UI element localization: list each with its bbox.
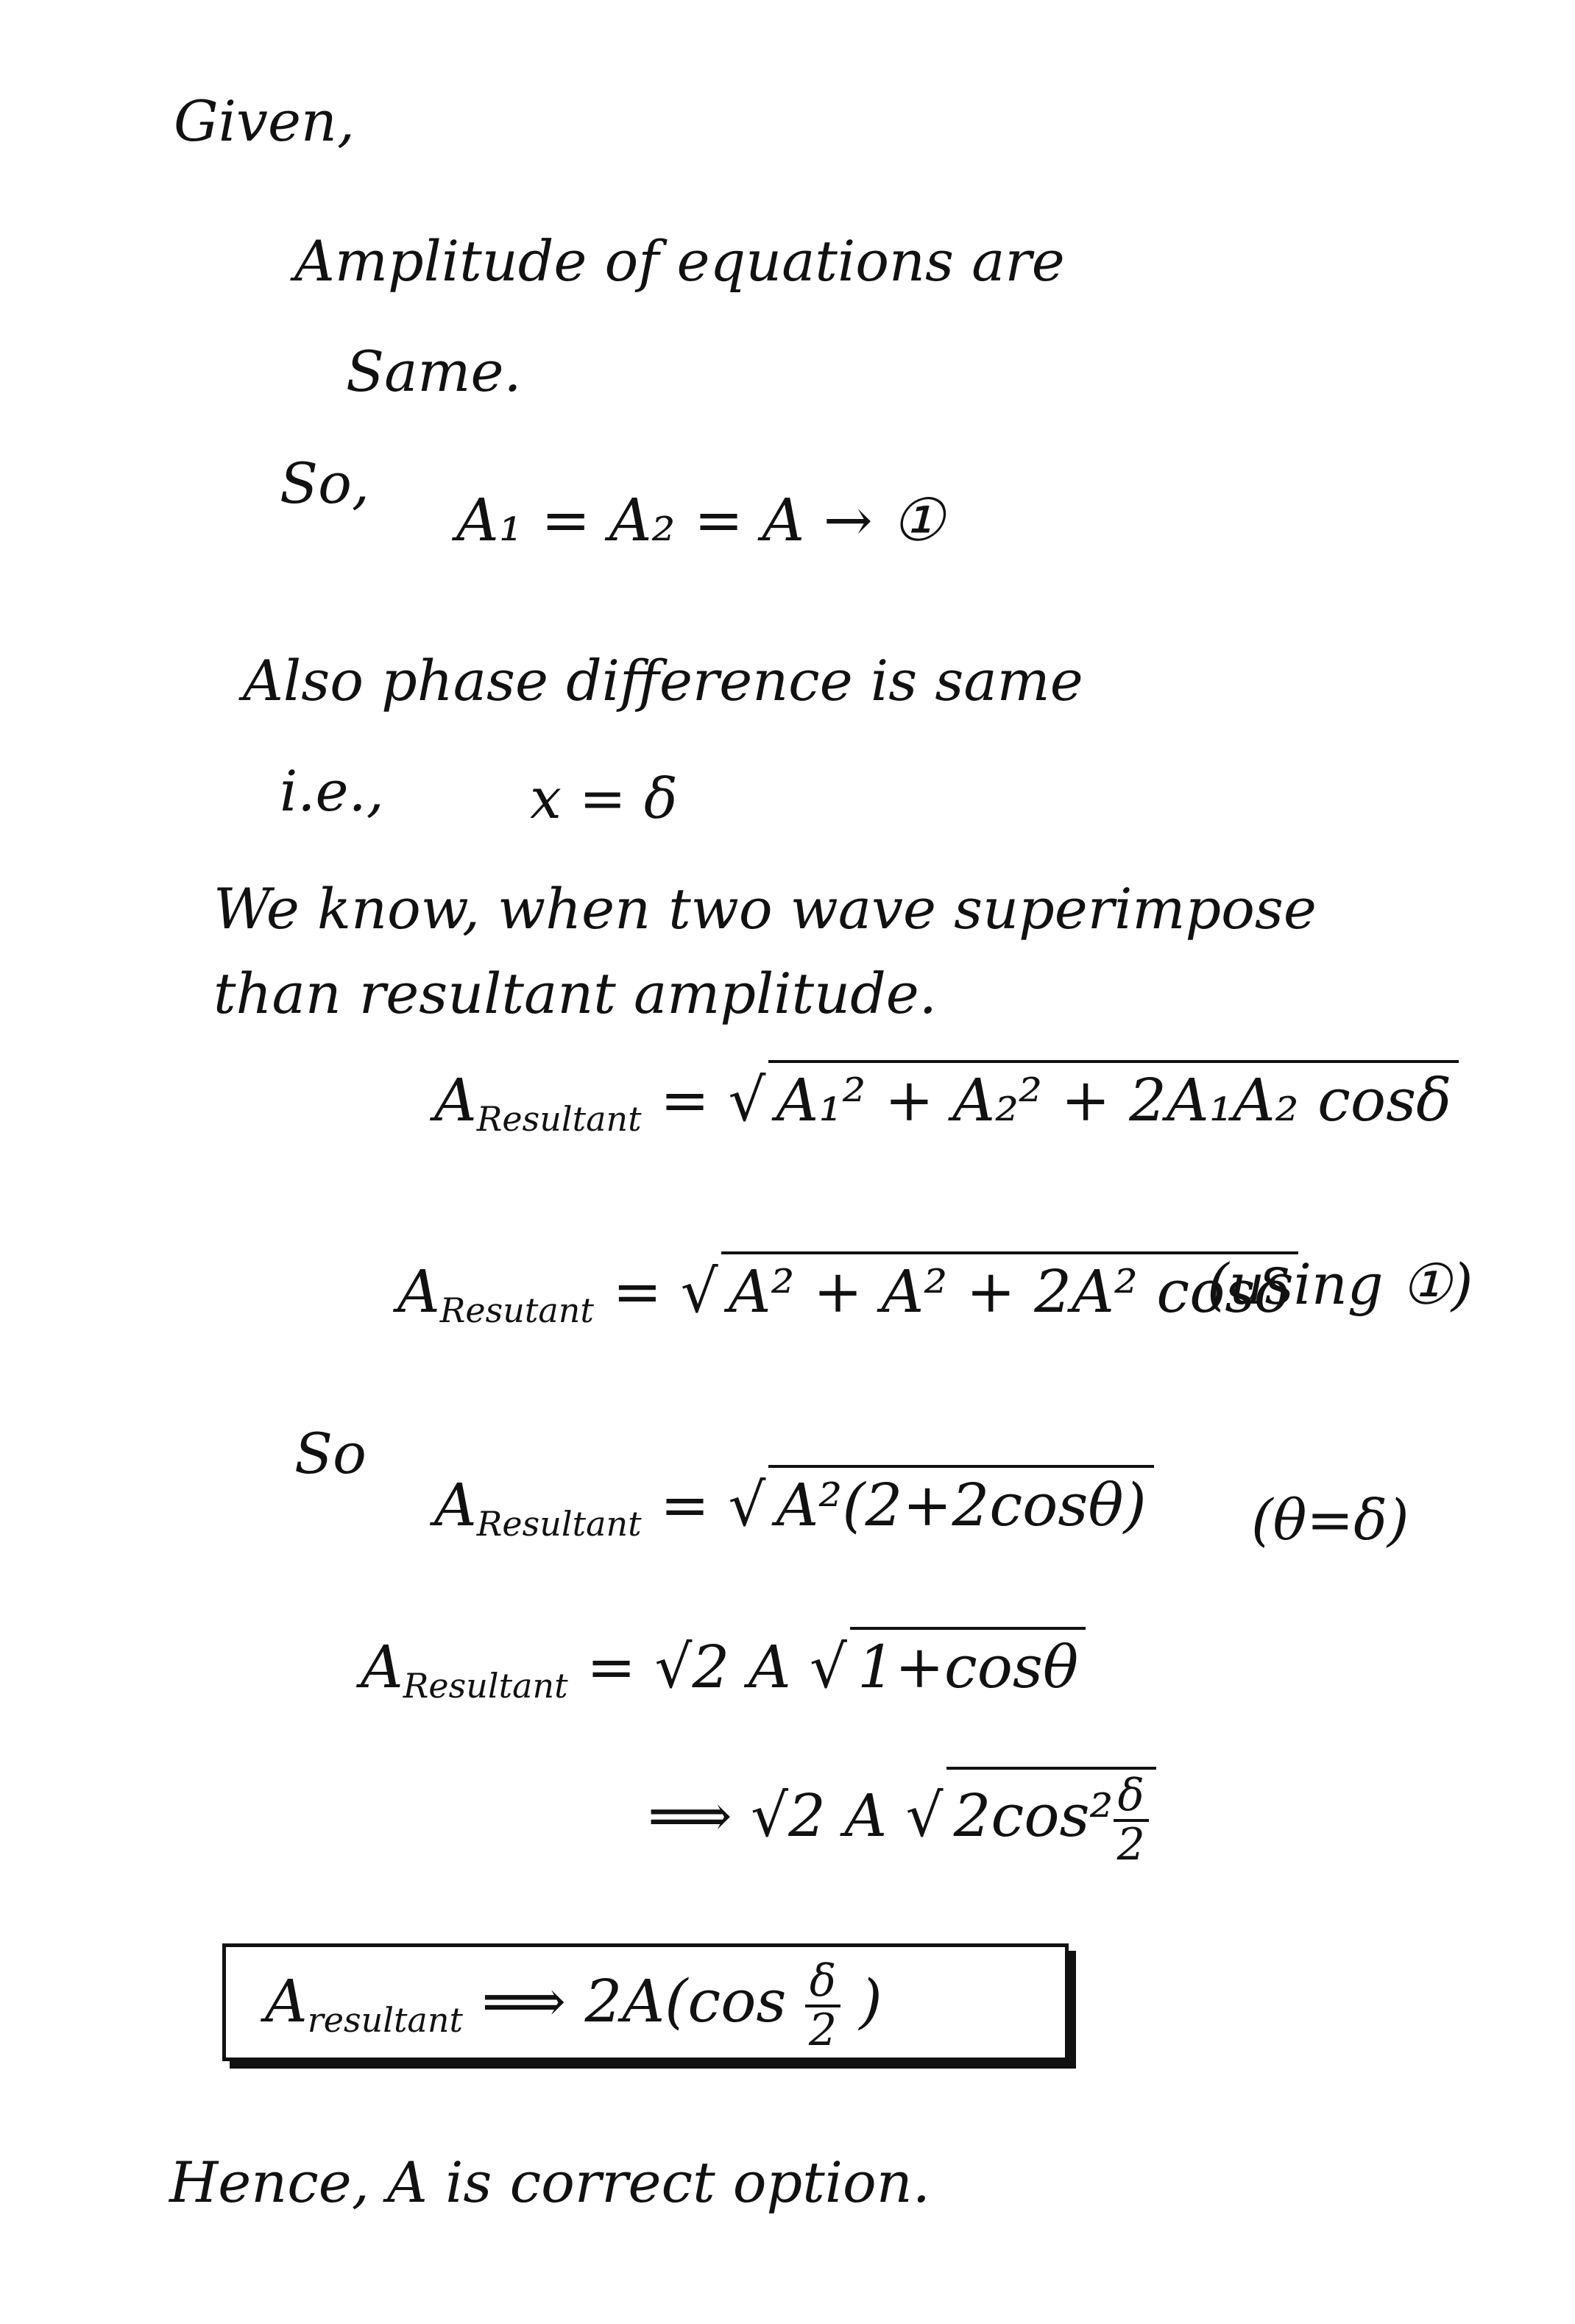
equation-resultant-substituted: $A_{Resutant}$ = √ A² + A² + 2A² cosδ [397, 1251, 1298, 1330]
eq2-lhs-sub: Resultant [476, 1099, 642, 1139]
boxed-frac-den: 2 [808, 2005, 838, 2056]
eq6-arrow: ⟹ [648, 1781, 732, 1850]
eq3-lhs-sub: Resutant [439, 1290, 594, 1330]
final-answer [265, 1955, 882, 2056]
eq5-radicand: 1+cosθ [850, 1627, 1086, 1701]
equation-amplitudes-equal: A₁ = A₂ = A → ① [456, 486, 944, 554]
equation-tag-1: ① [891, 486, 944, 554]
eq2-radicand: A₁² + A₂² + 2A₁A₂ cosδ [768, 1060, 1459, 1134]
boxed-rhs-pre: 2A(cos [584, 1967, 787, 2035]
boxed-lhs: A [265, 1967, 308, 2035]
equation-half-angle: ⟹ √2 A √ 2cos² $\frac{\delta}{2}$ [648, 1767, 1156, 1868]
eq2-lhs: A [434, 1066, 477, 1134]
eq4-lhs-sub: Resultant [476, 1504, 642, 1544]
so-label-2: So [294, 1421, 367, 1486]
superposition-statement-line2: than resultant amplitude. [213, 961, 937, 1026]
conclusion: Hence, A is correct option. [169, 2150, 930, 2215]
amplitude-statement-line1: Amplitude of equations are [294, 228, 1065, 294]
eq6-frac-den: 2 [1116, 1819, 1145, 1871]
amplitude-statement-line2: Same. [346, 339, 522, 404]
equation-resultant-sqrt2: $A_{Resultant} = √2$ A √ 1+cosθ [361, 1627, 1086, 1706]
phase-statement: Also phase difference is same [243, 648, 1083, 713]
eq5-coef: √2 A [654, 1633, 791, 1701]
given-heading: Given, [174, 88, 355, 154]
eq6-radicand-text: 2cos² [953, 1781, 1114, 1850]
eq6-frac-num: δ [1114, 1773, 1149, 1822]
ie-label: i.e., [280, 758, 384, 824]
x-equals-delta: x = δ [530, 766, 678, 831]
eq6-coef: √2 A [751, 1781, 888, 1850]
eq1-a1: A₁ [456, 486, 523, 554]
boxed-lhs-sub: resultant [307, 2000, 463, 2040]
eq4-lhs: A [434, 1471, 477, 1539]
boxed-fraction [805, 1955, 840, 2056]
eq4-note: (θ=δ) [1251, 1487, 1409, 1553]
eq5-lhs-sub: Resultant [403, 1666, 568, 1706]
boxed-frac-num: δ [805, 1958, 840, 2007]
eq3-lhs: A [397, 1257, 440, 1326]
eq4-radicand: A²(2+2cosθ) [768, 1465, 1153, 1539]
equation-resultant-general: $A_{Resultant}$ = √ A₁² + A₂² + 2A₁A₂ cosδ [434, 1060, 1459, 1139]
eq5-lhs: A [361, 1633, 403, 1701]
superposition-statement-line1: We know, when two wave superimpose [213, 876, 1317, 942]
eq3-radicand: A² + A² + 2A² cosδ [721, 1251, 1298, 1326]
eq6-fraction [1114, 1770, 1149, 1871]
equation-resultant-factored: $A_{Resultant}$ = √ A²(2+2cosθ) [434, 1465, 1154, 1544]
eq6-radicand [946, 1767, 1156, 1871]
eq1-a2: A₂ [609, 486, 676, 554]
so-label: So, [280, 451, 369, 516]
boxed-arrow: ⟹ [481, 1967, 567, 2035]
eq1-a: A [762, 486, 805, 554]
boxed-rhs-post: ) [859, 1967, 882, 2035]
eq3-note: (using ①) [1207, 1251, 1473, 1317]
